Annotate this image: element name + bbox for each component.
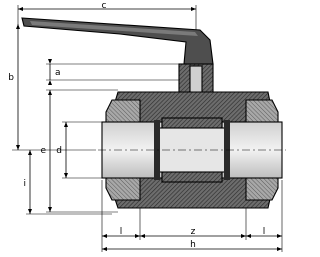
dim-i-label: i bbox=[23, 179, 26, 189]
dim-c-label: c bbox=[101, 1, 107, 11]
dim-a-label: a bbox=[55, 68, 61, 78]
dim-z-label: z bbox=[190, 227, 196, 237]
dim-h-label: h bbox=[190, 240, 196, 250]
dim-l-right-label: l bbox=[262, 227, 266, 237]
dim-e-label: e bbox=[40, 146, 46, 156]
dim-d-label: d bbox=[56, 146, 62, 156]
dim-l-left-label: l bbox=[119, 227, 123, 237]
dim-b-label: b bbox=[8, 73, 14, 83]
